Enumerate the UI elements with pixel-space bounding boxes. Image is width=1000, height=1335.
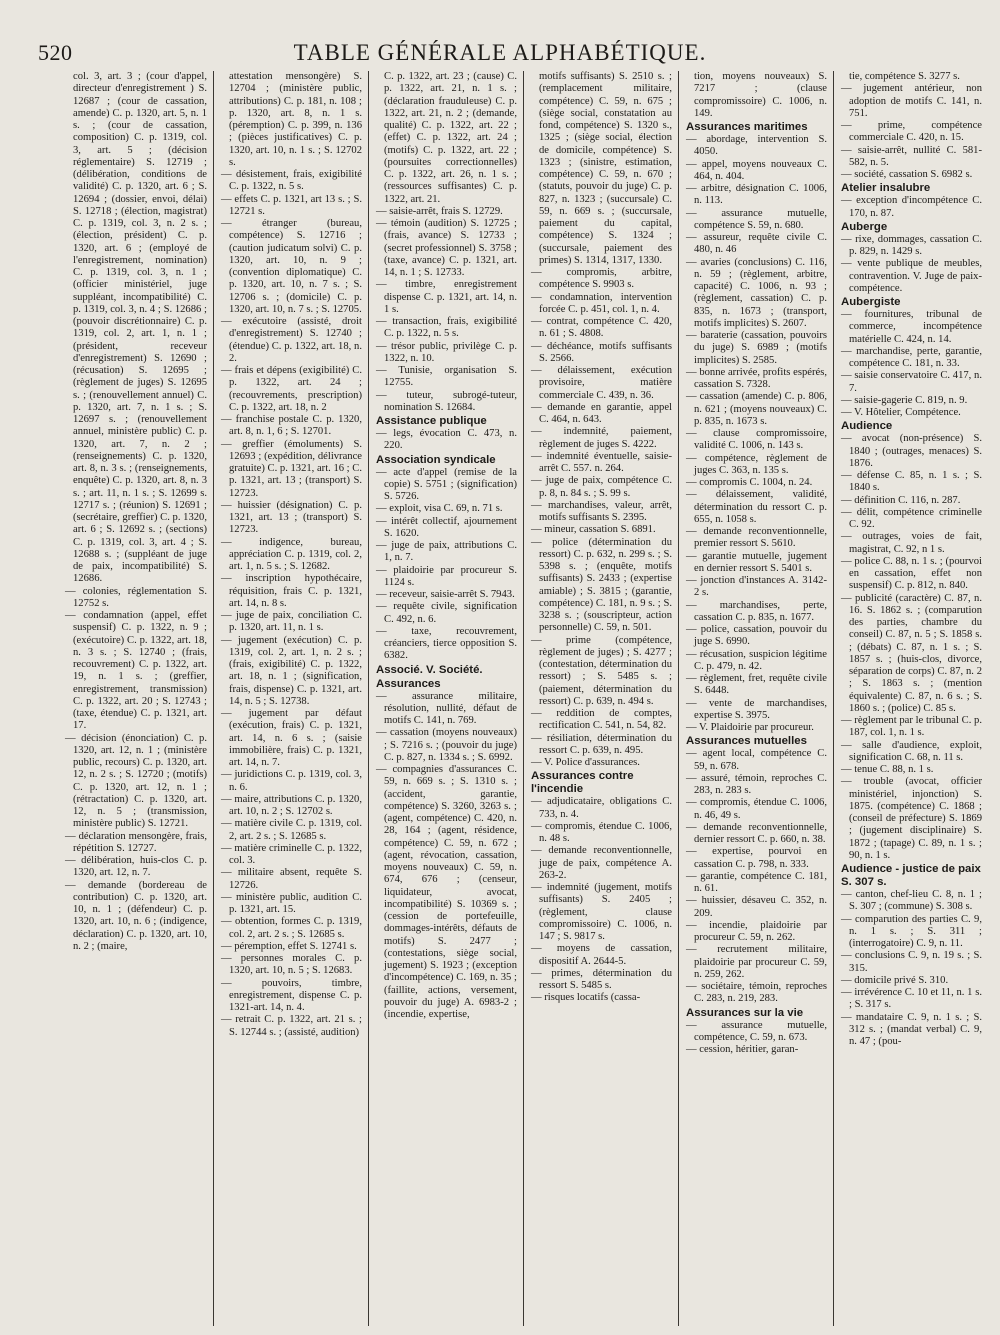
index-entry: — huissier (désignation) C. p. 1321, art. 13 ; (transport) S. 12723. [221, 499, 362, 536]
index-entry: — compagnies d'assurances C. 59, n. 669 s. ; S. 1310 s. ; (accident, garantie, compétence) S. 3260, 3263 s. ; (agent, compétence) C. 420, n. 28, 164 ; (agent, résidence, compétence) C. 59, n. 672 ; (agent, révocation, cassation, moyens nouveaux) C. 59, n. 674, 676 ; (censeur, liquidateur, avocat, incompatibilité) S. 10369 s. ; (cession de portefeuille, dommages-intérêts, défauts de motifs) S. 2477 ; (contestations, siège social, jugement) S. 1923 ; (exception d'incompétence) C. 169, n. 35 ; (faillite, actions, versement, pouvoir du juge) A. 6983-2 ; (incendie, expertise, [376, 764, 517, 1020]
index-entry: — vente publique de meubles, contravention. V. Juge de paix-compétence. [841, 258, 982, 294]
index-entry: — assureur, requête civile C. 480, n. 46 [686, 232, 827, 256]
index-entry-continuation: motifs suffisants) S. 2510 s. ; (remplacement militaire, compétence) C. 59, n. 675 ; (siège social, constatation au fond, compétence) S. 1320 s., 1325 ; (siège social, élection de domicile, compétence) S. 1323 ; (sinistre, estimation, compétence) C. 59, n. 670 ; (statuts, pouvoir du juge) C. p. 827, n. 1323 ; (succursale) C. 59, n. 669 s. ; (succursale, paiement du capital, compétence) S. 1324 ; (succursale, paiement des primes) S. 1314, 1317, 1330. [539, 71, 672, 266]
index-entry: — police C. 88, n. 1 s. ; (pourvoi en cassation, effet non suspensif) C. p. 812, n. 840. [841, 555, 982, 592]
index-entry: — exécutoire (assisté, droit d'enregistrement) S. 12740 ; (étendue) C. p. 1322, art. 18, n. 2. [221, 316, 362, 364]
index-entry: — abordage, intervention S. 4050. [686, 134, 827, 158]
index-heading: Assistance publique [376, 415, 487, 427]
index-entry: — jugement par défaut (exécution, frais) C. p. 1321, art. 14, n. 6 s. ; (saisie immobilière, frais) C. p. 1321, art. 14, n. 7. [221, 708, 362, 768]
index-entry: — compromis, étendue C. 1006, n. 46, 49 s. [686, 797, 827, 821]
index-entry: — police, cassation, pouvoir du juge S. 6990. [686, 624, 827, 648]
index-heading: Assurances sur la vie [686, 1006, 804, 1019]
index-entry: — transaction, frais, exigibilité C. p. 1322, n. 5 s. [376, 316, 517, 340]
index-entry: — désistement, frais, exigibilité C. p. 1322, n. 5 s. [221, 169, 362, 193]
index-entry: — règlement par le tribunal C. p. 187, col. 1, n. 1 s. [841, 715, 982, 739]
index-entry: — saisie-arrêt, nullité C. 581-582, n. 5. [841, 144, 982, 168]
index-heading: Aubergiste [841, 296, 901, 308]
index-entry: — défense C. 85, n. 1 s. ; S. 1840 s. [841, 470, 982, 494]
index-entry-continuation: attestation mensongère) S. 12704 ; (ministère public, attributions) C. p. 181, n. 108 ; p. 1320, art. 8, n. 1 s. (péremption) C. p. 399, n. 136 ; (pièces justificatives) C. p. 1320, art. 10, n. 1 s. ; S. 12702 s. [229, 71, 362, 168]
index-entry-continuation: tion, moyens nouveaux) S. 7217 ; (clause compromissoire) C. 1006, n. 149. [694, 71, 827, 119]
index-entry: — legs, évocation C. 473, n. 220. [376, 428, 517, 452]
index-column-3 [368, 71, 523, 1326]
index-entry: — outrages, voies de fait, magistrat, C. 92, n 1 s. [841, 531, 982, 555]
index-entry: — indemnité éventuelle, saisie-arrêt C. 557. n. 264. [531, 450, 672, 474]
index-entry: — demande (bordereau de contribution) C. p. 1320, art. 10, n. 1 ; (défendeur) C. p. 1320, art. 10, n. 6 ; (indigence, déclaration) C. p. 1320, art. 10, n. 2 ; (maire, [65, 879, 207, 952]
index-entry: — indemnité (jugement, motifs suffisants) S. 2405 ; (règlement, clause compromissoire) C. 1006, n. 147 ; S. 9817 s. [531, 882, 672, 942]
index-entry: — baraterie (cassation, pouvoirs du juge) S. 6989 ; (motifs implicites) S. 2585. [686, 330, 827, 366]
index-entry: — déchéance, motifs suffisants S. 2566. [531, 340, 672, 364]
index-entry: — résiliation, détermination du ressort C. p. 639, n. 495. [531, 732, 672, 756]
index-entry: — greffier (émoluments) S. 12693 ; (expédition, délivrance gratuite) C. p. 1321, art. 16 ; C. p. 1321, art. 13 ; (transport) S. 12723. [221, 438, 362, 499]
index-entry: — mineur, cassation S. 6891. [531, 524, 656, 536]
index-heading: Assurances mutuelles [686, 735, 807, 748]
index-entry: — marchandises, perte, cassation C. p. 835, n. 1677. [686, 599, 827, 623]
index-entry: — société, cassation S. 6982 s. [841, 169, 973, 180]
index-heading: Associé. V. Société. [376, 663, 483, 676]
index-entry: — déclaration mensongère, frais, répétition S. 12727. [65, 830, 207, 854]
index-entry-continuation: C. p. 1322, art. 23 ; (cause) C. p. 1322, art. 21, n. 1 s. ; (déclaration frauduleuse) C. p. 1322, art. 21, n. 2 ; (demande, qualité) C. p. 1322, art. 22 ; (effet) C. p. 1322, art. 24 ; (motifs) C. p. 1322, art. 22 ; (poursuites correctionnelles) C. p. 1322, art. 26, n. 1 s. ; (ressources suffisantes) C. p. 1322, art. 21. [384, 71, 517, 205]
index-entry: — délit, compétence criminelle C. 92. [841, 506, 982, 530]
index-entry: — V. Plaidoirie par procureur. [686, 722, 814, 733]
index-entry: — compétence, règlement de juges C. 363, n. 135 s. [686, 452, 827, 476]
index-entry: — obtention, formes C. p. 1319, col. 2, art. 2 s. ; S. 12685 s. [221, 916, 362, 940]
index-entry: — demande reconventionnelle, dernier ressort C. p. 660, n. 38. [686, 821, 827, 845]
index-entry: — tuteur, subrogé-tuteur, nomination S. 12684. [376, 389, 517, 413]
index-entry: — exploit, visa C. 69, n. 71 s. [376, 503, 503, 515]
index-entry: — matière criminelle C. p. 1322, col. 3. [221, 842, 362, 866]
index-entry: — risques locatifs (cassa- [531, 992, 641, 1004]
index-entry: — péremption, effet S. 12741 s. [221, 940, 357, 952]
index-entry: — franchise postale C. p. 1320, art. 8, n. 1, 6 ; S. 12701. [221, 414, 362, 438]
index-entry: — condamnation (appel, effet suspensif) C. p. 1322, n. 9 ; (exécutoire) C. p. 1322, art. 18, n. 3 s. ; S. 12740 ; (frais, recouvrement) C. p. 1322, art. 19, n. 1 s. ; (greffier, enregistrement, transmission) C. p. 1322, art. 20 ; S. 12743 ; (taxe, étendue) C. p. 1321, art. 17. [65, 610, 207, 732]
index-entry: — trésor public, privilège C. p. 1322, n. 10. [376, 340, 517, 364]
index-entry: — compromis C. 1004, n. 24. [686, 477, 813, 488]
index-entry: — garantie mutuelle, jugement en dernier ressort S. 5401 s. [686, 550, 827, 574]
index-entry: — assurance militaire, résolution, nullité, défaut de motifs C. 141, n. 769. [376, 690, 517, 726]
index-entry: — maire, attributions C. p. 1320, art. 10, n. 2 ; S. 12702 s. [221, 793, 362, 817]
index-entry: — prime, compétence commerciale C. 420, n. 15. [841, 120, 982, 144]
running-title: TABLE GÉNÉRALE ALPHABÉTIQUE. [293, 40, 707, 65]
index-entry-continuation: col. 3, art. 3 ; (cour d'appel, directeur d'enregistrement ) S. 12687 ; (cour de cassation, amende) C. p. 1320, art. 5, n. 1 s. ; (cour de cassation, composition) C. p. 1319, col. 3, art. 5 ; (décision réglementaire) S. 12719 ; (délibération, conditions de validité) C. p. 1320, art. 6 ; S. 12694 ; (dossier, envoi, délai) S. 12718 ; (élection, magistrat) C. p. 1319, col. 3, n. 2 s. ; (élection, président) C. p. 1320, art. 6 ; (employé de l'enregistrement, nomination) C. p. 1319, col. 3, n. 1 ; (officier ministériel, juge suppléant, incompatibilité) C. p. 1319, col. 3, n. 4 ; S. 12686 ; (pouvoir discrétionnaire) C. p. 1319, col. 2, art. 1, n. 1 ; (président, receveur d'enregistrement) S. 12690 ; (récusation) S. 12695 ; (règlement de juges) S. 12695 s. ; (renouvellement annuel) C. p. 1320, art. 7, n. 1 s. ; S. 12697 s. ; (renouvellement annuel, ministère public) C. p. 1320, art. 7, n. 2 ; (renseignements) C. p. 1320, art. 8, n. 3 s. ; (renseignements, enquête) C. p. 1320, art. 8, n. 3 s. ; art. 11, n. 1 s. ; S. 12699 s. 12717 s. ; (réunion) S. 12691 ; (secrétaire, greffier) C. p. 1320, art. 6 ; S. 12692 s. ; (sections) C. p. 1319, col. 3, art. 4 ; S. 12688 s. ; (suppléant de juge de paix, incompatibilité) S. 12686. [73, 71, 207, 585]
index-entry: — inscription hypothécaire, réquisition, frais C. p. 1321, art. 14, n. 8 s. [221, 573, 362, 609]
index-entry: — agent local, compétence C. 59, n. 678. [686, 748, 827, 772]
index-entry: — ministère public, audition C. p. 1321, art. 15. [221, 891, 362, 915]
index-entry: — avaries (conclusions) C. 116, n. 59 ; (règlement, arbitre, capacité) C. 1006, n. 93 ; (règlement, cassation) C. p. 835, n. 1673 ; (transport, motifs implicites) S. 2607. [686, 256, 827, 329]
index-heading: Assurances maritimes [686, 121, 808, 133]
index-entry: — irrévérence C. 10 et 11, n. 1 s. ; S. 317 s. [841, 987, 982, 1011]
index-entry: — cassation (amende) C. p. 806, n. 621 ; (moyens nouveaux) C. p. 835, n. 1673 s. [686, 391, 827, 427]
index-entry: — mandataire C. 9, n. 1 s. ; S. 312 s. ; (mandat verbal) C. 9, n. 47 ; (pou- [841, 1011, 982, 1047]
index-entry: — compromis, arbitre, compétence S. 9903 s. [531, 267, 672, 291]
index-entry: — arbitre, désignation C. 1006, n. 113. [686, 183, 827, 207]
index-heading: Association syndicale [376, 453, 496, 466]
index-heading: Atelier insalubre [841, 182, 931, 195]
index-entry: — frais et dépens (exigibilité) C. p. 1322, art. 24 ; (recouvrements, prescription) C. p. 1322, art. 18, n. 2 [221, 365, 362, 413]
index-entry: — clause compromissoire, validité C. 1006, n. 143 s. [686, 428, 827, 452]
index-columns [58, 71, 988, 1326]
index-entry: — jugement (exécution) C. p. 1319, col. 2, art. 1, n. 2 s. ; (frais, exigibilité) C. p. 1322, art. 18, n. 1 ; (signification, frais, dispense) C. p. 1321, art. 14, n. 5 ; S. 12738. [221, 634, 362, 707]
index-entry: — compromis, étendue C. 1006, n. 48 s. [531, 820, 672, 844]
index-entry: — canton, chef-lieu C. 8, n. 1 ; S. 307 ; (commune) S. 308 s. [841, 889, 982, 913]
index-entry: — marchandises, valeur, arrêt, motifs suffisants S. 2395. [531, 499, 672, 523]
index-heading: Assurances [376, 677, 441, 690]
index-entry: — demande reconventionnelle, juge de paix, compétence A. 263-2. [531, 845, 672, 881]
index-entry: — primes, détermination du ressort S. 5485 s. [531, 967, 672, 991]
index-entry: — sociétaire, témoin, reproches C. 283, n. 219, 283. [686, 981, 827, 1005]
index-entry: — définition C. 116, n. 287. [841, 494, 961, 506]
index-entry: — Tunisie, organisation S. 12755. [376, 365, 517, 389]
index-entry: — témoin (audition) S. 12725 ; (frais, avance) S. 12733 ; (secret professionnel) S. 3758 ; (taxe, avance) C. p. 1321, art. 14, n. 1 ; S. 12733. [376, 218, 517, 278]
index-entry: — effets C. p. 1321, art 13 s. ; S. 12721 s. [221, 193, 362, 217]
index-entry: — intérêt collectif, ajournement S. 1620. [376, 515, 517, 539]
index-entry: — moyens de cassation, dispositif A. 2644-5. [531, 943, 672, 967]
index-entry: — salle d'audience, exploit, signification C. 68, n. 11 s. [841, 739, 982, 763]
index-entry: — jonction d'instances A. 3142-2 s. [686, 575, 827, 599]
index-entry: — délaissement, validité, détermination du ressort C. p. 655, n. 1058 s. [686, 489, 827, 525]
index-entry: — saisie-arrêt, frais S. 12729. [376, 205, 503, 217]
index-entry: — récusation, suspicion légitime C. p. 479, n. 42. [686, 648, 827, 672]
index-entry: — militaire absent, requête S. 12726. [221, 867, 362, 891]
index-entry: — demande en garantie, appel C. 464, n. 643. [531, 401, 672, 425]
index-column-2 [213, 71, 368, 1326]
index-entry: — pouvoirs, timbre, enregistrement, dispense C. p. 1321-art. 14, n. 4. [221, 977, 362, 1013]
index-entry: — timbre, enregistrement dispense C. p. 1321, art. 14, n. 1 s. [376, 279, 517, 315]
index-entry: — délaissement, exécution provisoire, matière commerciale C. 439, n. 36. [531, 365, 672, 401]
index-heading: Audience - justice de paix S. 307 s. [841, 863, 981, 888]
index-heading: Auberge [841, 220, 888, 233]
index-entry: — juridictions C. p. 1319, col. 3, n. 6. [221, 769, 362, 793]
index-entry: — huissier, désaveu C. 352, n. 209. [686, 895, 827, 919]
index-entry: — incendie, plaidoirie par procureur C. 59, n. 262. [686, 919, 827, 943]
index-entry: — reddition de comptes, rectification C. 541, n. 54, 82. [531, 708, 672, 732]
index-entry-continuation: tie, compétence S. 3277 s. [849, 71, 960, 82]
index-entry: — marchandise, perte, garantie, compétence C. 181, n. 33. [841, 345, 982, 369]
index-entry: — adjudicataire, obligations C. 733, n. 4. [531, 796, 672, 820]
index-entry: — retrait C. p. 1322, art. 21 s. ; S. 12744 s. ; (assisté, audition) [221, 1014, 362, 1038]
index-entry: — conclusions C. 9, n. 19 s. ; S. 315. [841, 950, 982, 974]
index-entry: — tenue C. 88, n. 1 s. [841, 764, 934, 775]
index-entry: — police (détermination du ressort) C. p. 632, n. 299 s. ; S. 5398 s. ; (enquête, motifs suffisants) S. 2433 ; (expertise amiable) ; S. 3815 ; (garantie, compétence) C. 181, n. 9 s. ; S. 3238 s. ; (souscripteur, action personnelle) C. 59, n. 501. [531, 536, 672, 634]
index-entry: — étranger (bureau, compétence) S. 12716 ; (caution judicatum solvi) C. p. 1320, art. 10, n. 9 ; (convention diplomatique) C. p. 1320, art. 10, n. 7 s. ; S. 12706 s. ; (domicile) C. p. 1320, art. 10, n. 7 s. ; S. 12705. [221, 218, 362, 315]
index-entry: — règlement, fret, requête civile S. 6448. [686, 673, 827, 697]
index-entry: — comparution des parties C. 9, n. 1 s. ; S. 311 ; (interrogatoire) C. 9, n. 11. [841, 913, 982, 949]
index-entry: — saisie-gagerie C. 819, n. 9. [841, 394, 968, 406]
index-entry: — condamnation, intervention forcée C. p. 451, col. 1, n. 4. [531, 291, 672, 315]
index-entry: — garantie, compétence C. 181, n. 61. [686, 870, 827, 894]
index-entry: — décision (énonciation) C. p. 1320, art. 12, n. 1 ; (ministère public, recours) C. p. 1320, art. 12, n. 2 s. ; S. 12720 ; (motifs) C. p. 1320, art. 12, n. 1 ; (rétractation) C. p. 1320, art. 12, n. 5 ; (transmission, ministère public) S. 12721. [65, 732, 207, 830]
index-entry: — assurance mutuelle, compétence S. 59, n. 680. [686, 207, 827, 231]
index-entry: — plaidoirie par procureur S. 1124 s. [376, 564, 517, 588]
index-entry: — fournitures, tribunal de commerce, incompétence matérielle C. 424, n. 14. [841, 309, 982, 345]
index-entry: — juge de paix, attributions C. 1, n. 7. [376, 540, 517, 564]
index-entry: — juge de paix, compétence C. p. 8, n. 84 s. ; S. 99 s. [531, 475, 672, 499]
index-entry: — trouble (avocat, officier ministériel, injonction) S. 1875. (compétence) C. 1868 ; (conseil de préfecture) S. 1869 ; (jugement disciplinaire) S. 1872 ; (tapage) C. 89, n. 1 s. ; 90, n. 1 s. [841, 776, 982, 861]
index-entry: — jugement antérieur, non adoption de motifs C. 141, n. 751. [841, 83, 982, 119]
index-entry: — requête civile, signification C. 492, n. 6. [376, 601, 517, 625]
index-column-1 [58, 71, 213, 1326]
index-entry: — demande reconventionnelle, premier ressort S. 5610. [686, 526, 827, 550]
index-entry: — receveur, saisie-arrêt S. 7943. [376, 589, 515, 600]
index-entry: — saisie conservatoire C. 417, n. 7. [841, 370, 982, 394]
index-heading: Audience [841, 420, 893, 433]
index-entry: — assuré, témoin, reproches C. 283, n. 283 s. [686, 772, 827, 796]
index-entry: — vente de marchandises, expertise S. 3975. [686, 697, 827, 721]
index-heading: Assurances contre l'incendie [531, 770, 634, 796]
index-entry: — avocat (non-présence) S. 1840 ; (outrages, menaces) S. 1876. [841, 433, 982, 469]
index-entry: — V. Hôtelier, Compétence. [841, 407, 961, 418]
index-entry: — recrutement militaire, plaidoirie par procureur C. 59, n. 259, 262. [686, 944, 827, 980]
index-entry: — juge de paix, conciliation C. p. 1320, art. 11, n. 1 s. [221, 610, 362, 634]
index-entry: — indigence, bureau, appréciation C. p. 1319, col. 2, art. 1, n. 5 s. ; S. 12682. [221, 536, 362, 572]
index-entry: — indemnité, paiement, règlement de juges S. 4222. [531, 426, 672, 450]
index-entry: — colonies, réglementation S. 12752 s. [65, 585, 207, 609]
index-entry: — matière civile C. p. 1319, col. 2, art. 2 s. ; S. 12685 s. [221, 818, 362, 842]
index-entry: — publicité (caractère) C. 87, n. 16. S. 1862 s. ; (comparution des parties, chambre du conseil) C. 87, n. 5 ; S. 1858 s. ; (débats) C. 87, n. 1 s. ; S. 1857 s. ; (huis-clos, divorce, séparation de corps) C. 87, n. 2 ; S. 1863 s. ; (mention équivalente) C. 87, n. 6 s. ; S. 1860 s. ; (police) C. 85 s. [841, 592, 982, 714]
index-entry: — contrat, compétence C. 420, n. 61 ; S. 4808. [531, 316, 672, 340]
index-entry: — taxe, recouvrement, créanciers, tierce opposition S. 6382. [376, 625, 517, 662]
index-entry: — personnes morales C. p. 1320, art. 10, n. 5 ; S. 12683. [221, 953, 362, 977]
page-number: 520 [38, 40, 73, 65]
index-entry: — V. Police d'assurances. [531, 757, 640, 768]
index-entry: — acte d'appel (remise de la copie) S. 5751 ; (signification) S. 5726. [376, 466, 517, 502]
index-entry: — cession, héritier, garan- [686, 1044, 799, 1055]
index-entry: — assurance mutuelle, compétence, C. 59, n. 673. [686, 1019, 827, 1043]
index-entry: — appel, moyens nouveaux C. 464, n. 404. [686, 158, 827, 182]
index-entry: — rixe, dommages, cassation C. p. 829, n. 1429 s. [841, 233, 982, 257]
index-column-5 [678, 71, 833, 1326]
index-column-6 [833, 71, 988, 1326]
index-column-4 [523, 71, 678, 1326]
index-entry: — domicile privé S. 310. [841, 974, 949, 986]
index-entry: — cassation (moyens nouveaux) ; S. 7216 s. ; (pouvoir du juge) C. p. 827, n. 1334 s. ; S. 6992. [376, 727, 517, 763]
index-entry: — prime (compétence, règlement de juges) ; S. 4277 ; (contestation, détermination du ressort) ; S. 5485 s. ; (paiement, détermination du ressort) C. p. 639, n. 494 s. [531, 634, 672, 707]
index-entry: — exception d'incompétence C. 170, n. 87. [841, 195, 982, 219]
index-entry: — délibération, huis-clos C. p. 1320, art. 12, n. 7. [65, 855, 207, 879]
index-entry: — bonne arrivée, profits espérés, cassation S. 7328. [686, 366, 827, 390]
index-entry: — expertise, pourvoi en cassation C. p. 798, n. 333. [686, 846, 827, 870]
